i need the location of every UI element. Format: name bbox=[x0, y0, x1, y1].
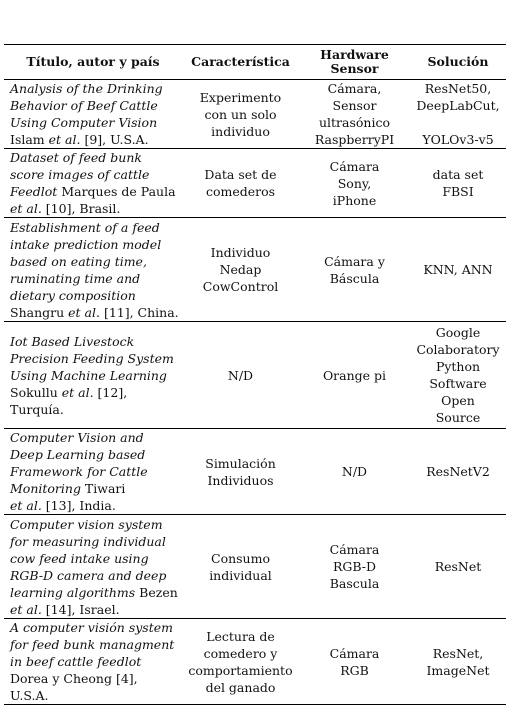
hardware-cell: Cámara RGB bbox=[329, 645, 380, 678]
solucion-cell: ResNet bbox=[434, 559, 482, 574]
solucion-cell: ResNet, ImageNet bbox=[426, 645, 490, 678]
paper-ref: [11], China. bbox=[99, 304, 179, 320]
paper-title: Dataset of feed bunk score images of cattle Feedlot bbox=[10, 150, 150, 199]
paper-ref: [10], Brasil. bbox=[41, 201, 121, 216]
table-row bbox=[4, 322, 506, 429]
paper-author: Shangru bbox=[10, 304, 65, 320]
table-row bbox=[4, 515, 506, 619]
paper-title: Analysis of the Drinking Behavior of Beef Cattle Using Computer Vision bbox=[10, 81, 163, 130]
hardware-cell: Cámara, Sensor ultrasónico RaspberryPI bbox=[314, 81, 395, 147]
solucion-cell: ResNet50, DeepLabCut, YOLOv3-v5 bbox=[416, 81, 500, 147]
paper-title: Computer vision system for measuring individual cow feed intake using RGB-D camera and deep learning algorithms bbox=[10, 516, 167, 600]
row-title-cell bbox=[4, 218, 182, 322]
hardware-cell: Cámara RGB-D Bascula bbox=[329, 542, 380, 591]
row-title-cell bbox=[4, 80, 182, 149]
paper-author: Tiwari bbox=[80, 481, 126, 496]
table-row bbox=[4, 218, 506, 322]
solucion-cell: KNN, ANN bbox=[423, 262, 493, 277]
paper-title: A computer visión system for feed bunk managment in beef cattle feedlot bbox=[10, 620, 175, 669]
paper-ref: [12], Turquía. bbox=[10, 384, 128, 417]
paper-title: Iot Based Livestock Precision Feeding System Using Machine Learning bbox=[10, 333, 174, 383]
table-row bbox=[4, 429, 506, 515]
paper-etal: et al. bbox=[68, 304, 100, 320]
header-hardware: Hardware Sensor bbox=[320, 47, 389, 76]
paper-etal: et al. bbox=[10, 498, 42, 513]
header-caracteristica: Característica bbox=[191, 54, 290, 69]
caracteristica-cell: Simulación Individuos bbox=[205, 455, 276, 488]
paper-etal: et al. bbox=[61, 384, 94, 400]
row-title-cell bbox=[4, 429, 182, 515]
table-row bbox=[4, 80, 506, 149]
row-title-cell bbox=[4, 619, 182, 705]
paper-author: Islam bbox=[10, 132, 45, 147]
table-row bbox=[4, 149, 506, 218]
row-title-cell bbox=[4, 149, 182, 218]
hardware-cell: Cámara Sony, iPhone bbox=[329, 158, 380, 208]
paper-ref: [9], U.S.A. bbox=[80, 132, 149, 147]
paper-etal: et al. bbox=[10, 601, 42, 617]
paper-ref: [14], Israel. bbox=[41, 601, 120, 617]
paper-author: Bezen bbox=[135, 584, 178, 600]
hardware-cell: Cámara y Báscula bbox=[324, 253, 385, 286]
hardware-cell: N/D bbox=[341, 464, 368, 479]
paper-etal: et al. bbox=[48, 132, 81, 147]
paper-ref: [4], U.S.A. bbox=[10, 671, 138, 703]
caracteristica-cell: Experimento con un solo individuo bbox=[199, 89, 282, 139]
paper-author: Dorea y Cheong bbox=[10, 671, 112, 686]
comparison-table bbox=[4, 44, 506, 705]
row-title-cell bbox=[4, 515, 182, 619]
hardware-cell: Orange pi bbox=[322, 367, 387, 383]
header-titulo: Título, autor y país bbox=[26, 54, 160, 69]
caracteristica-cell: Data set de comederos bbox=[204, 167, 277, 199]
table-header-row bbox=[4, 45, 506, 80]
paper-title: Computer Vision and Deep Learning based Framework for Cattle Monitoring bbox=[10, 430, 148, 496]
solucion-cell: Google Colaboratory Python Software Open Source bbox=[416, 325, 500, 425]
caracteristica-cell: Lectura de comedero y comportamiento del ganado bbox=[188, 628, 293, 695]
caracteristica-cell: N/D bbox=[227, 367, 254, 383]
table-row bbox=[4, 619, 506, 705]
header-solucion: Solución bbox=[427, 54, 489, 69]
solucion-cell: ResNetV2 bbox=[426, 464, 490, 479]
solucion-cell: data set FBSI bbox=[432, 167, 484, 199]
paper-title: Establishment of a feed intake prediction model based on eating time, ruminating time and dietary composition bbox=[10, 219, 162, 303]
paper-etal: et al. bbox=[10, 201, 42, 216]
caracteristica-cell: Individuo Nedap CowControl bbox=[202, 245, 279, 294]
paper-ref: [13], India. bbox=[41, 498, 116, 513]
paper-author: Marques de Paula bbox=[57, 184, 176, 199]
paper-author: Sokullu bbox=[10, 384, 58, 400]
caracteristica-cell: Consumo individual bbox=[209, 550, 272, 583]
row-title-cell bbox=[4, 322, 182, 429]
